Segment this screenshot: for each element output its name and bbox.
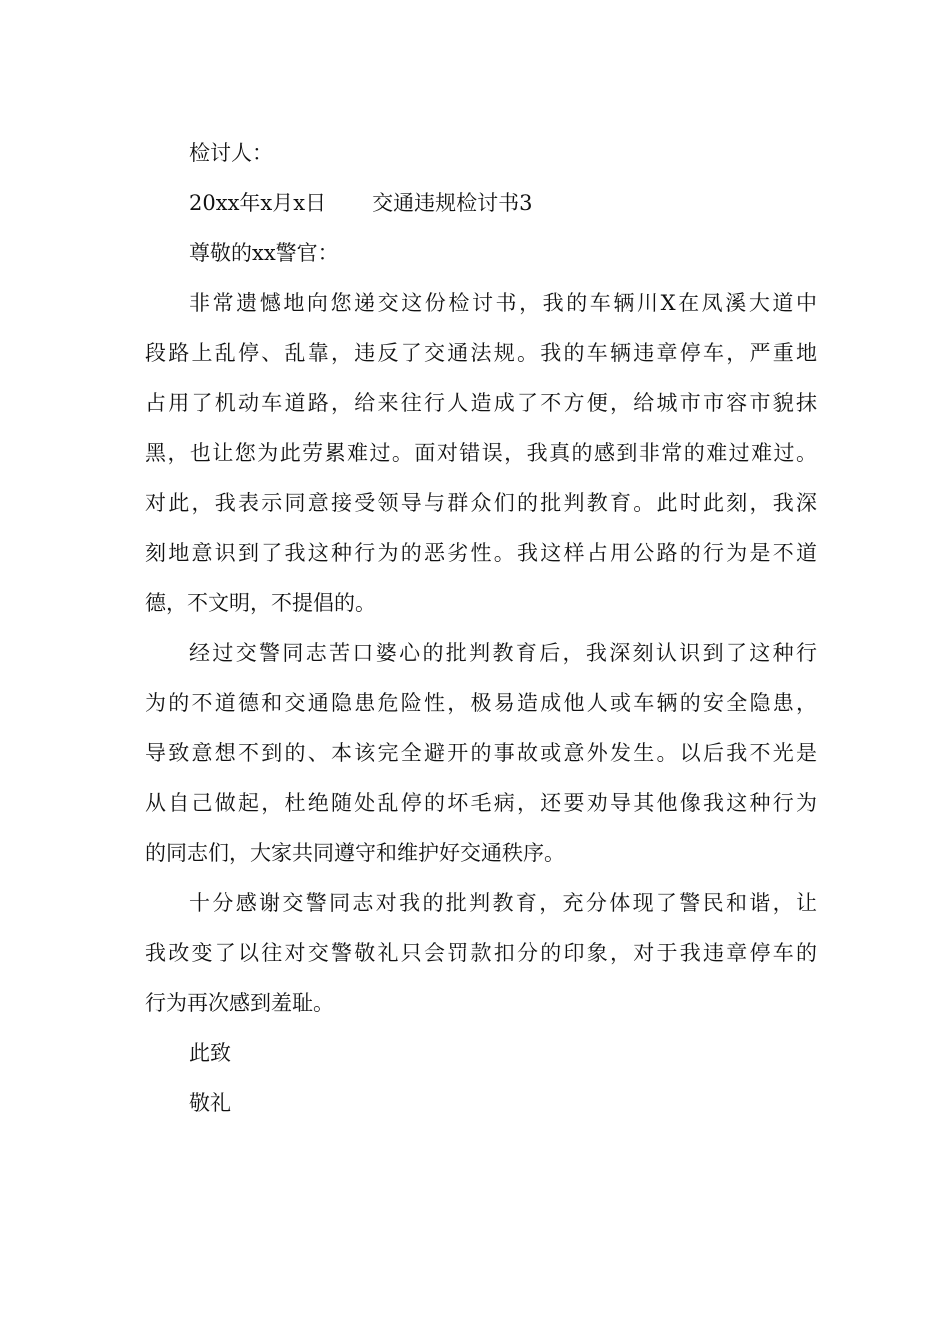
date-text: 20xx年x月x日 [189,191,327,215]
paragraph-1 [145,278,817,628]
letter-body [145,128,817,1128]
closing-line-1: 此致 [189,1041,231,1065]
paragraph-2 [145,628,817,878]
paragraph-line: 经过交警同志苦口婆心的批判教育后，我深刻认识到了这种行 [189,641,817,665]
paragraph-line: 十分感谢交警同志对我的批判教育，充分体现了警民和谐，让 [189,891,817,915]
reviewer-label: 检讨人： [189,141,273,165]
date-title-line [145,178,817,228]
paragraph-line: 德，不文明，不提倡的。 [145,591,376,615]
document-title: 交通违规检讨书3 [372,191,533,215]
paragraph-line: 段路上乱停、乱靠，违反了交通法规。我的车辆违章停车，严重地 [145,341,817,365]
salutation: 尊敬的xx警官： [189,241,339,265]
paragraph-line: 刻地意识到了我这种行为的恶劣性。我这样占用公路的行为是不道 [145,541,817,565]
paragraph-line: 黑，也让您为此劳累难过。面对错误，我真的感到非常的难过难过。 [145,441,817,465]
paragraph-3 [145,878,817,1028]
paragraph-line: 对此，我表示同意接受领导与群众们的批判教育。此时此刻，我深 [145,491,817,515]
paragraph-line: 为的不道德和交通隐患危险性，极易造成他人或车辆的安全隐患， [145,691,817,715]
paragraph-line: 从自己做起，杜绝随处乱停的坏毛病，还要劝导其他像我这种行为 [145,791,817,815]
paragraph-line: 非常遗憾地向您递交这份检讨书，我的车辆川X在凤溪大道中 [189,291,817,315]
paragraph-line: 占用了机动车道路，给来往行人造成了不方便，给城市市容市貌抹 [145,391,817,415]
closing-line-2: 敬礼 [189,1091,231,1115]
paragraph-line: 的同志们，大家共同遵守和维护好交通秩序。 [145,841,565,865]
paragraph-line: 导致意想不到的、本该完全避开的事故或意外发生。以后我不光是 [145,741,817,765]
paragraph-line: 我改变了以往对交警敬礼只会罚款扣分的印象，对于我违章停车的 [145,941,817,965]
paragraph-line: 行为再次感到羞耻。 [145,991,334,1015]
